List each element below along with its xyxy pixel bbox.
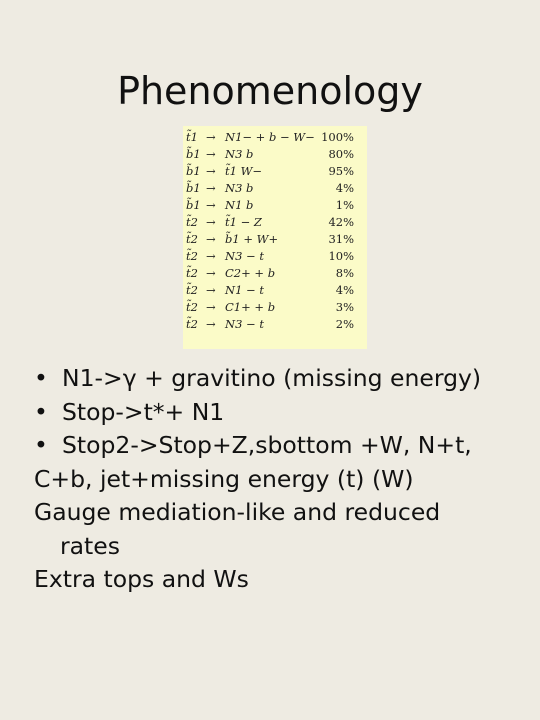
decay-products: N1 b xyxy=(225,198,254,212)
decay-row xyxy=(183,317,367,331)
arrow: → xyxy=(206,198,216,212)
decay-row xyxy=(183,147,367,161)
branching-ratio: 1% xyxy=(335,198,354,212)
parent-particle: t̃2 xyxy=(186,266,198,280)
branching-ratio: 95% xyxy=(328,164,354,178)
branching-ratio: 10% xyxy=(328,249,354,263)
decay-row xyxy=(183,249,367,263)
parent-particle: t̃2 xyxy=(186,215,198,229)
arrow: → xyxy=(206,232,216,246)
bullet-text: Stop2->Stop+Z,sbottom +W, N+t, xyxy=(62,431,472,459)
decay-products: N1− + b − W− xyxy=(225,130,315,144)
decay-row xyxy=(183,198,367,212)
arrow: → xyxy=(206,164,216,178)
parent-particle: b̃1 xyxy=(186,181,201,195)
parent-particle: b̃1 xyxy=(186,164,201,178)
bullet-item xyxy=(34,429,514,463)
arrow: → xyxy=(206,130,216,144)
arrow: → xyxy=(206,283,216,297)
decay-row xyxy=(183,300,367,314)
decay-products: t̃1 − Z xyxy=(225,215,262,229)
parent-particle: t̃2 xyxy=(186,232,198,246)
decay-table xyxy=(183,126,367,349)
decay-products: C2+ + b xyxy=(225,266,276,280)
branching-ratio: 42% xyxy=(328,215,354,229)
branching-ratio: 3% xyxy=(335,300,354,314)
parent-particle: t̃1 xyxy=(186,130,198,144)
branching-ratio: 80% xyxy=(328,147,354,161)
decay-row xyxy=(183,232,367,246)
decay-row xyxy=(183,283,367,297)
branching-ratio: 8% xyxy=(335,266,354,280)
paragraph-line: Extra tops and Ws xyxy=(34,565,249,593)
bullet-dot: • xyxy=(34,364,48,392)
bullet-dot: • xyxy=(34,397,48,426)
bullet-dot: • xyxy=(34,431,48,459)
arrow: → xyxy=(206,300,216,314)
decay-products: b̃1 + W+ xyxy=(225,232,279,246)
branching-ratio: 4% xyxy=(335,283,354,297)
bullet-item xyxy=(34,362,514,396)
parent-particle: t̃2 xyxy=(186,317,198,331)
arrow: → xyxy=(206,181,216,195)
slide-body xyxy=(34,362,514,597)
arrow: → xyxy=(206,147,216,161)
parent-particle: t̃2 xyxy=(186,300,198,314)
slide-title: Phenomenology xyxy=(117,69,423,113)
paragraph-line: Gauge mediation-like and reduced xyxy=(34,498,441,526)
arrow: → xyxy=(206,266,216,280)
decay-products: N3 − t xyxy=(225,317,264,331)
decay-row xyxy=(183,130,367,144)
decay-products: N1 − t xyxy=(225,283,264,297)
arrow: → xyxy=(206,249,216,263)
decay-products: t̃1 W− xyxy=(225,164,263,178)
paragraph-line: rates xyxy=(60,531,120,560)
paragraph-line: C+b, jet+missing energy (t) (W) xyxy=(34,464,414,493)
decay-products: N3 b xyxy=(225,181,254,195)
decay-products: C1+ + b xyxy=(225,300,276,314)
decay-products: N3 − t xyxy=(225,249,264,263)
branching-ratio: 2% xyxy=(335,317,354,331)
decay-products: N3 b xyxy=(225,147,254,161)
decay-row xyxy=(183,266,367,280)
parent-particle: t̃2 xyxy=(186,249,198,263)
decay-row xyxy=(183,215,367,229)
branching-ratio: 31% xyxy=(328,232,354,246)
bullet-item xyxy=(34,396,514,430)
branching-ratio: 4% xyxy=(335,181,354,195)
decay-row xyxy=(183,164,367,178)
arrow: → xyxy=(206,317,216,331)
parent-particle: t̃2 xyxy=(186,283,198,297)
decay-row xyxy=(183,181,367,195)
parent-particle: b̃1 xyxy=(186,147,201,161)
parent-particle: b̃1 xyxy=(186,198,201,212)
bullet-text: Stop->t*+ N1 xyxy=(62,397,225,426)
arrow: → xyxy=(206,215,216,229)
bullet-text: N1->γ + gravitino (missing energy) xyxy=(62,364,482,392)
branching-ratio: 100% xyxy=(321,130,354,144)
